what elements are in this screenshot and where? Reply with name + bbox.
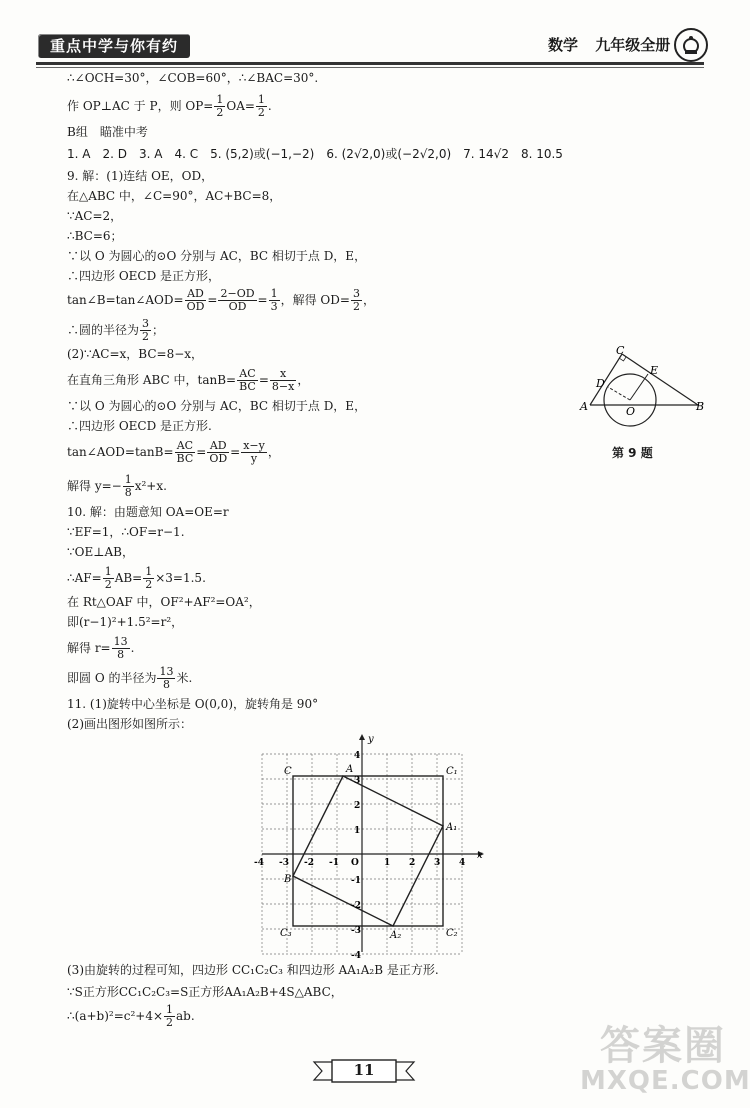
text-line: tan∠B=tan∠AOD= $\frac{AD}{OD}$ = $\frac{2-OD}{OD}$ = $\frac{1}{3}$ ，解得 OD= $\frac{3}{2}$ ，: [67, 287, 375, 313]
text-line: 10. 解：由题意知 OA=OE=r: [67, 505, 229, 519]
text-line: tan∠AOD=tanB= $\frac{AC}{BC}$ = $\frac{AD}{OD}$ = $\frac{x-y}{y}$ ，: [67, 439, 280, 465]
header-rule-thin: [36, 67, 704, 68]
x-tick-label: 4: [459, 858, 466, 868]
y-tick-label: 3: [354, 776, 361, 786]
y-tick-label: -1: [351, 876, 361, 886]
text-line: 即(r−1)²+1.5²=r²，: [67, 615, 184, 629]
watermark-url: MXQE.COM: [580, 1066, 751, 1096]
fig11-point-A1: A₁: [446, 822, 458, 833]
text-line: 11. (1)旋转中心坐标是 O(0,0)，旋转角是 90°: [67, 697, 319, 711]
fig11-point-C3: C₃: [280, 928, 292, 939]
x-tick-label: -2: [304, 858, 314, 868]
text-line: ∴AF= $\frac{1}{2}$ AB= $\frac{1}{2}$ ×3=1.5.: [67, 565, 206, 591]
page-number: 11: [353, 1061, 375, 1079]
text-line: ∵以 O 为圆心的⊙O 分别与 AC，BC 相切于点 D，E，: [67, 399, 367, 413]
fig11-point-A: A: [346, 764, 354, 775]
header-rule: [36, 62, 704, 65]
figure-9-diagram: [578, 340, 708, 460]
x-tick-label: 3: [434, 858, 441, 868]
fig11-point-C: C: [284, 766, 292, 777]
text-line: (2)∵AC=x，BC=8−x，: [67, 347, 204, 361]
text-line: 即圆 O 的半径为 $\frac{13}{8}$ 米.: [67, 665, 193, 691]
y-tick-label: 4: [354, 751, 361, 761]
fig9-label-A: A: [580, 400, 588, 413]
x-tick-label: 2: [409, 858, 416, 868]
text-line: ∴(a+b)²=c²+4× $\frac{1}{2}$ ab.: [67, 1003, 195, 1029]
header-subject: [548, 34, 682, 55]
section-heading: B组 瞄准中考: [67, 125, 148, 139]
text-line: 解得 r= $\frac{13}{8}$ .: [67, 635, 135, 661]
fig9-label-O: O: [626, 405, 636, 418]
x-tick-label: -4: [254, 858, 264, 868]
fig9-label-C: C: [616, 344, 625, 357]
text-line: ∴圆的半径为 $\frac{3}{2}$ ；: [67, 317, 165, 343]
text-line: 在直角三角形 ABC 中，tanB= $\frac{AC}{BC}$ = $\frac{x}{8-x}$ ，: [67, 367, 310, 393]
text-line: 在△ABC 中，∠C=90°，AC+BC=8，: [67, 189, 282, 203]
x-tick-label: -3: [279, 858, 289, 868]
x-tick-label: -1: [329, 858, 339, 868]
grade-label: 九年级全册: [595, 36, 671, 54]
text-line: ∵S正方形CC₁C₂C₃=S正方形AA₁A₂B+4S△ABC，: [67, 985, 343, 999]
text-line: ∴BC=6；: [67, 229, 123, 243]
text-line: 作 OP⊥AC 于 P，则 OP= $\frac{1}{2}$ OA= $\frac{1}{2}$ .: [67, 93, 272, 119]
text-line: ∴四边形 OECD 是正方形.: [67, 419, 212, 433]
figure-11-grid: [254, 732, 490, 962]
y-tick-label: 1: [354, 826, 361, 836]
fig11-point-C1: C₁: [446, 766, 458, 777]
text-line: ∵AC=2，: [67, 209, 123, 223]
y-tick-label: -2: [351, 901, 361, 911]
fig11-point-A2: A₂: [390, 930, 402, 941]
x-tick-label: 1: [384, 858, 391, 868]
text-line: (2)画出图形如图所示：: [67, 717, 192, 731]
y-tick-label: -4: [351, 951, 361, 961]
text-line: (3)由旋转的过程可知，四边形 CC₁C₂C₃ 和四边形 AA₁A₂B 是正方形.: [67, 963, 439, 977]
publisher-logo-icon: [674, 28, 708, 62]
watermark-text: 答案圈: [600, 1023, 726, 1069]
figure-9-caption: 第 9 题: [612, 446, 653, 460]
fig11-point-C2: C₂: [446, 928, 458, 939]
fig11-axis-x: x: [477, 850, 483, 861]
fig9-label-B: B: [696, 400, 705, 413]
y-tick-label: -3: [351, 926, 361, 936]
text-line: 9. 解：(1)连结 OE，OD，: [67, 169, 214, 183]
text-line: ∵以 O 为圆心的⊙O 分别与 AC，BC 相切于点 D，E，: [67, 249, 367, 263]
y-tick-label: 2: [354, 801, 361, 811]
text-line: 解得 y=− $\frac{1}{8}$ x²+x.: [67, 473, 167, 499]
text-line: ∴∠OCH=30°，∠COB=60°，∴∠BAC=30°.: [67, 71, 319, 85]
text-line: ∴四边形 OECD 是正方形，: [67, 269, 221, 283]
series-banner: 重点中学与你有约: [38, 34, 190, 58]
answer-line: 1. A 2. D 3. A 4. C 5. (5,2)或(−1,−2) 6. (2√2,0)或(−2√2,0) 7. 14√2 8. 10.5: [67, 147, 563, 161]
fig9-label-D: D: [596, 377, 605, 390]
fig11-axis-y: y: [368, 734, 374, 745]
subject-label: 数学: [548, 36, 579, 54]
text-line: ∵OE⊥AB，: [67, 545, 135, 559]
fig9-label-E: E: [650, 364, 659, 377]
text-line: 在 Rt△OAF 中，OF²+AF²=OA²，: [67, 595, 261, 609]
text-line: ∵EF=1，∴OF=r−1.: [67, 525, 185, 539]
x-tick-label: O: [351, 858, 359, 868]
fig11-point-B: B: [284, 874, 292, 885]
page-number-ribbon: [312, 1058, 416, 1084]
